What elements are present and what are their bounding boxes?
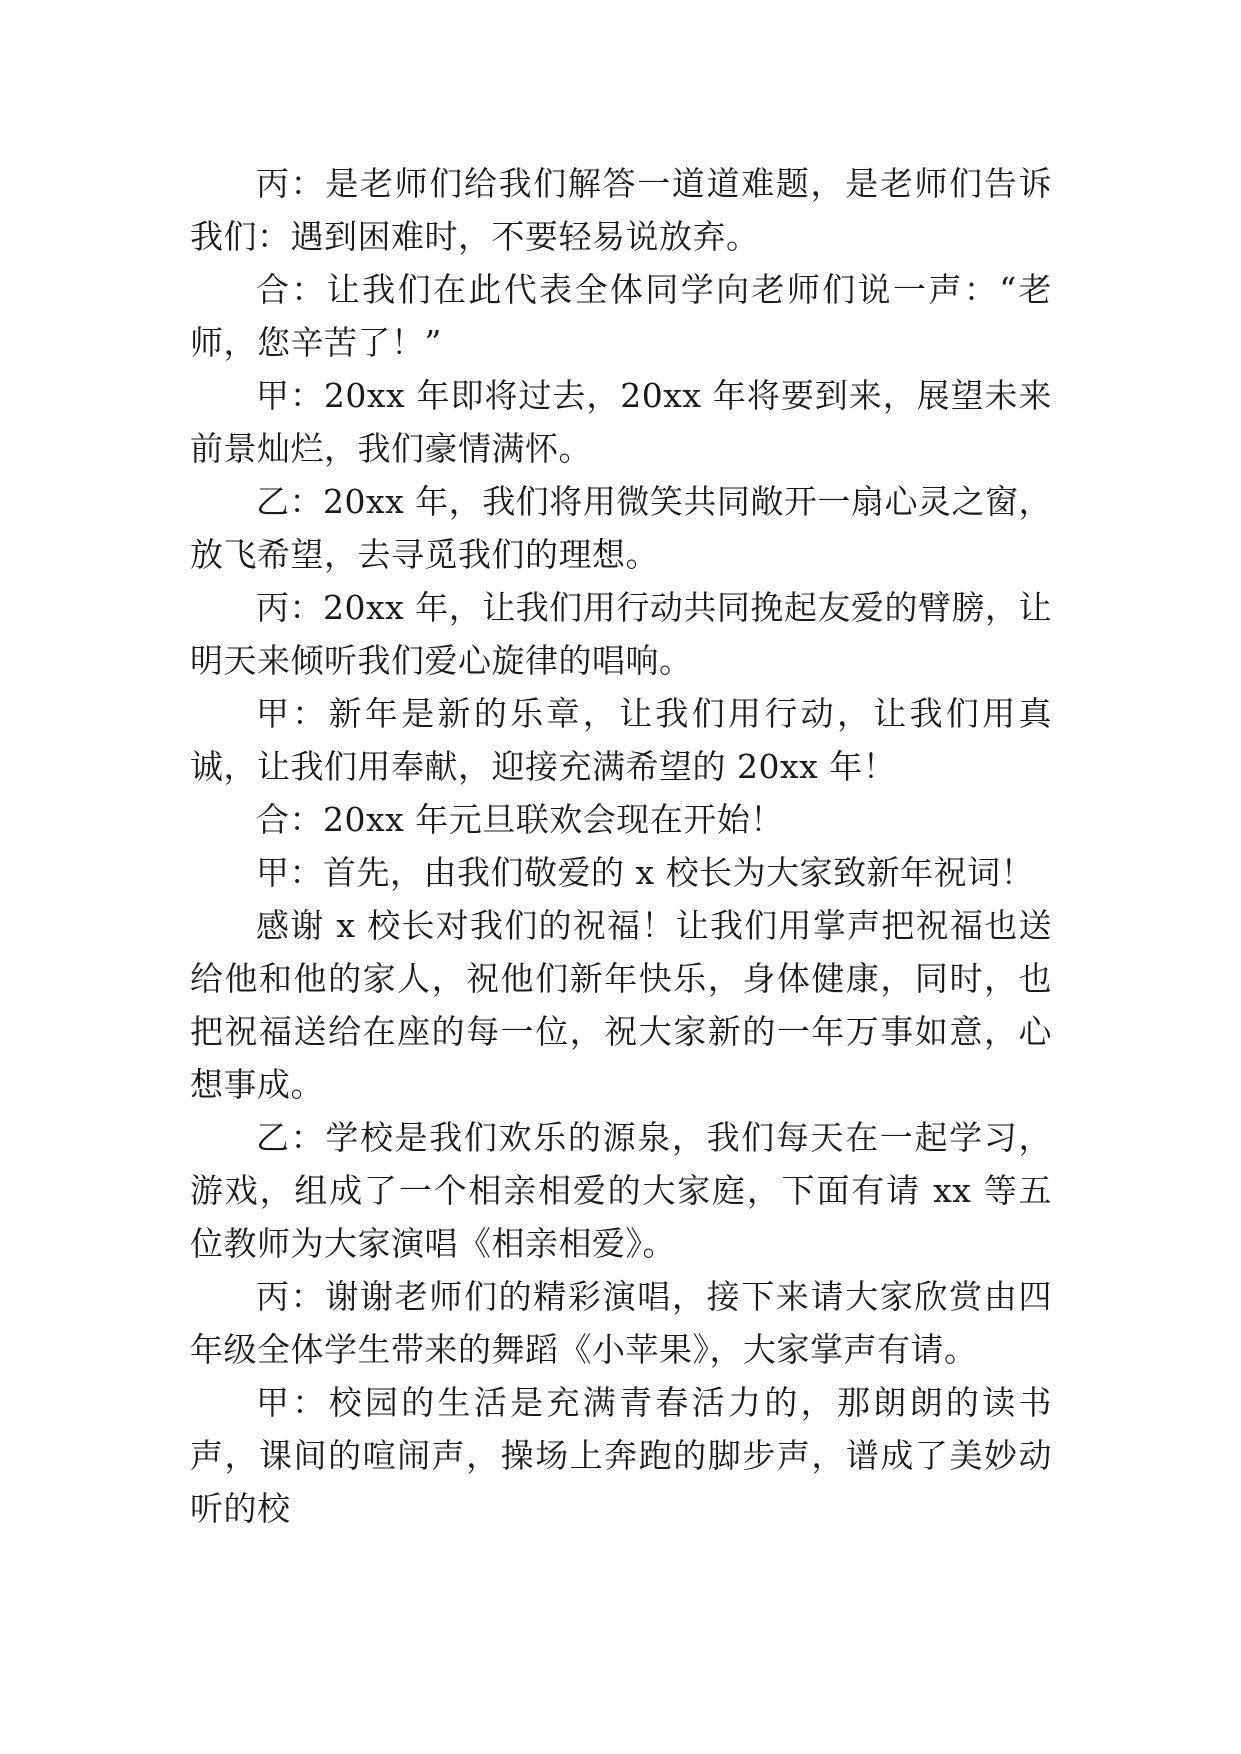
paragraph-12: 甲：校园的生活是充满青春活力的，那朗朗的读书声，课间的喧闹声，操场上奔跑的脚步声，谱成了美妙动听的校 (190, 1383, 1052, 1528)
paragraph-6: 甲：新年是新的乐章，让我们用行动，让我们用真诚，让我们用奉献，迎接充满希望的 20xx 年！ (190, 694, 1052, 786)
paragraph-3: 甲：20xx 年即将过去，20xx 年将要到来，展望未来前景灿烂，我们豪情满怀。 (190, 376, 1052, 468)
paragraph-8: 甲：首先，由我们敬爱的 x 校长为大家致新年祝词！ (256, 853, 1035, 892)
document-body (190, 157, 1052, 1535)
paragraph-10: 乙：学校是我们欢乐的源泉，我们每天在一起学习，游戏，组成了一个相亲相爱的大家庭，下面有请 xx 等五位教师为大家演唱《相亲相爱》。 (190, 1118, 1052, 1263)
paragraph-4: 乙：20xx 年，我们将用微笑共同敞开一扇心灵之窗，放飞希望，去寻觅我们的理想。 (190, 482, 1052, 574)
paragraph-9: 感谢 x 校长对我们的祝福！让我们用掌声把祝福也送给他和他的家人，祝他们新年快乐，身体健康，同时，也把祝福送给在座的每一位，祝大家新的一年万事如意，心想事成。 (190, 906, 1052, 1104)
paragraph-1: 丙：是老师们给我们解答一道道难题，是老师们告诉我们：遇到困难时，不要轻易说放弃。 (190, 164, 1052, 256)
paragraph-5: 丙：20xx 年，让我们用行动共同挽起友爱的臂膀，让明天来倾听我们爱心旋律的唱响。 (190, 588, 1052, 680)
paragraph-2: 合：让我们在此代表全体同学向老师们说一声：“老师，您辛苦了！” (190, 270, 1052, 362)
paragraph-7: 合：20xx 年元旦联欢会现在开始！ (256, 800, 784, 839)
paragraph-11: 丙：谢谢老师们的精彩演唱，接下来请大家欣赏由四年级全体学生带来的舞蹈《小苹果》，大家掌声有请。 (190, 1277, 1052, 1369)
